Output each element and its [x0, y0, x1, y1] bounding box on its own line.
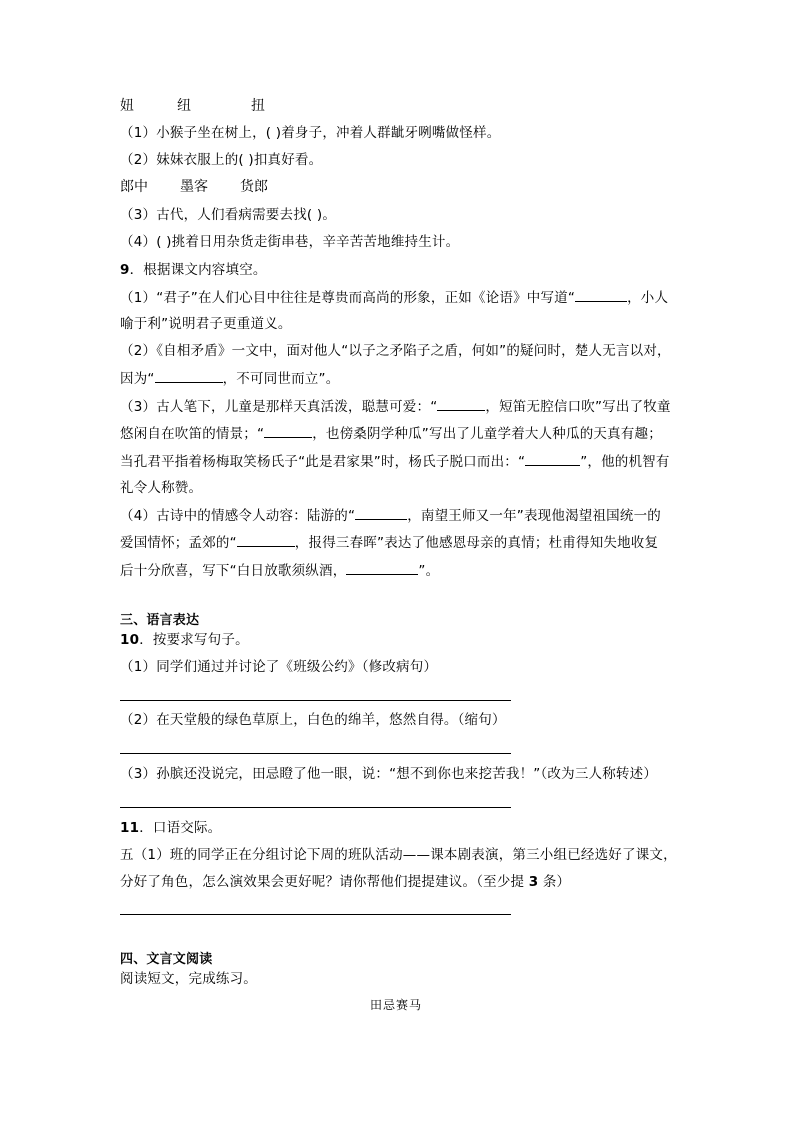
text: （1）“君子”在人们心目中往往是尊贵而高尚的形象，正如《论语》中写道“	[120, 290, 576, 306]
text: ，也傍桑阴学种瓜”写出了儿童学着大人种瓜的天真有趣；	[312, 426, 662, 442]
text: 爱国情怀；孟郊的“	[120, 535, 237, 551]
reading-instruction: 阅读短文，完成练习。	[120, 971, 257, 987]
answer-blank[interactable]	[437, 397, 485, 411]
text: 后十分欣喜，写下“白日放歌须纵酒，	[120, 563, 347, 579]
q9-item-3-line-1	[120, 397, 671, 416]
text: （3）古人笔下，儿童是那样天真活泼，聪慧可爱：“	[120, 399, 438, 415]
text: ”。	[418, 563, 440, 579]
count: 3	[528, 874, 539, 890]
answer-blank[interactable]	[355, 506, 407, 520]
answer-line[interactable]	[120, 700, 511, 701]
word-option: 货郎	[240, 179, 268, 195]
text: ，报得三春晖”表达了他感恩母亲的真情；杜甫得知失地收复	[294, 535, 659, 551]
answer-blank[interactable]	[525, 452, 580, 466]
answer-line[interactable]	[120, 914, 511, 915]
text: （4）古诗中的情感令人动容：陆游的“	[120, 508, 356, 524]
word-option: 墨客	[180, 179, 208, 195]
question-number: 11	[120, 820, 140, 836]
answer-blank[interactable]	[155, 369, 223, 383]
text: 悠闲自在吹笛的情景；“	[120, 426, 265, 442]
text: ，南望王师又一年”表现他渴望祖国统一的	[407, 508, 661, 524]
q11-prompt-line-1: 五（1）班的同学正在分组讨论下周的班队活动——课本剧表演，第三小组已经选好了课文，	[120, 847, 677, 863]
q9-item-3-line-4: 礼令人称赞。	[120, 480, 203, 496]
q10-item-1: （1）同学们通过并讨论了《班级公约》（修改病句）	[120, 659, 438, 675]
q9-item-2-line-1: （2）《自相矛盾》一文中，面对他人“以子之矛陷子之盾，何如”的疑问时，楚人无言以对，	[120, 343, 671, 359]
question-text: ．口语交际。	[139, 820, 222, 836]
question-number: 10	[120, 632, 140, 648]
word-option: 纽	[177, 98, 191, 114]
fill-sentence-3: （3）古代，人们看病需要去找( )。	[120, 207, 337, 223]
word-option: 扭	[251, 98, 265, 114]
question-10-heading	[120, 631, 249, 649]
answer-blank[interactable]	[346, 561, 418, 575]
q9-item-2-line-2	[120, 369, 339, 388]
passage-title: 田忌赛马	[370, 998, 423, 1012]
q10-item-3: （3）孙膑还没说完，田忌瞪了他一眼，说：“想不到你也来挖苦我！”（改为三人称转述）	[120, 766, 658, 782]
section-heading-3: 三、语言表达	[120, 613, 200, 628]
question-text: ．根据课文内容填空。	[129, 262, 267, 278]
answer-blank[interactable]	[264, 424, 312, 438]
answer-line[interactable]	[120, 807, 511, 808]
question-11-heading	[120, 819, 221, 837]
q9-item-3-line-3	[120, 452, 670, 471]
q9-item-1-line-1	[120, 288, 668, 307]
q9-item-3-line-2	[120, 424, 662, 443]
section-heading-4: 四、文言文阅读	[120, 952, 213, 967]
word-option: 妞	[120, 98, 134, 114]
question-9-heading	[120, 261, 267, 279]
text: 因为“	[120, 371, 155, 387]
answer-blank[interactable]	[575, 288, 627, 302]
text: ，小人	[627, 290, 669, 306]
fill-sentence-2: （2）妹妹衣服上的( )扣真好看。	[120, 152, 323, 168]
text: 条）	[538, 874, 571, 890]
q9-item-4-line-2	[120, 533, 658, 552]
text: ，不可同世而立”。	[222, 371, 340, 387]
answer-blank[interactable]	[237, 533, 295, 547]
q9-item-1-line-2: 喻于利”说明君子更重道义。	[120, 316, 292, 332]
fill-sentence-4: （4）( )挑着日用杂货走街串巷，辛辛苦苦地维持生计。	[120, 234, 460, 250]
q11-prompt-line-2	[120, 873, 570, 891]
text: ”，他的机智有	[580, 454, 670, 470]
fill-sentence-1: （1）小猴子坐在树上，( )着身子，冲着人群龇牙咧嘴做怪样。	[120, 125, 501, 141]
q9-item-4-line-3	[120, 561, 439, 580]
question-text: ．按要求写句子。	[139, 632, 249, 648]
word-option: 郎中	[120, 179, 148, 195]
answer-line[interactable]	[120, 753, 511, 754]
text: 分好了角色，怎么演效果会更好呢？请你帮他们提提建议。（至少提	[120, 874, 529, 890]
q9-item-4-line-1	[120, 506, 661, 525]
text: 当孔君平指着杨梅取笑杨氏子“此是君家果”时，杨氏子脱口而出：“	[120, 454, 526, 470]
question-number: 9	[120, 262, 130, 278]
q10-item-2: （2）在天堂般的绿色草原上，白色的绵羊，悠然自得。（缩句）	[120, 712, 506, 728]
text: ，短笛无腔信口吹”写出了牧童	[485, 399, 671, 415]
